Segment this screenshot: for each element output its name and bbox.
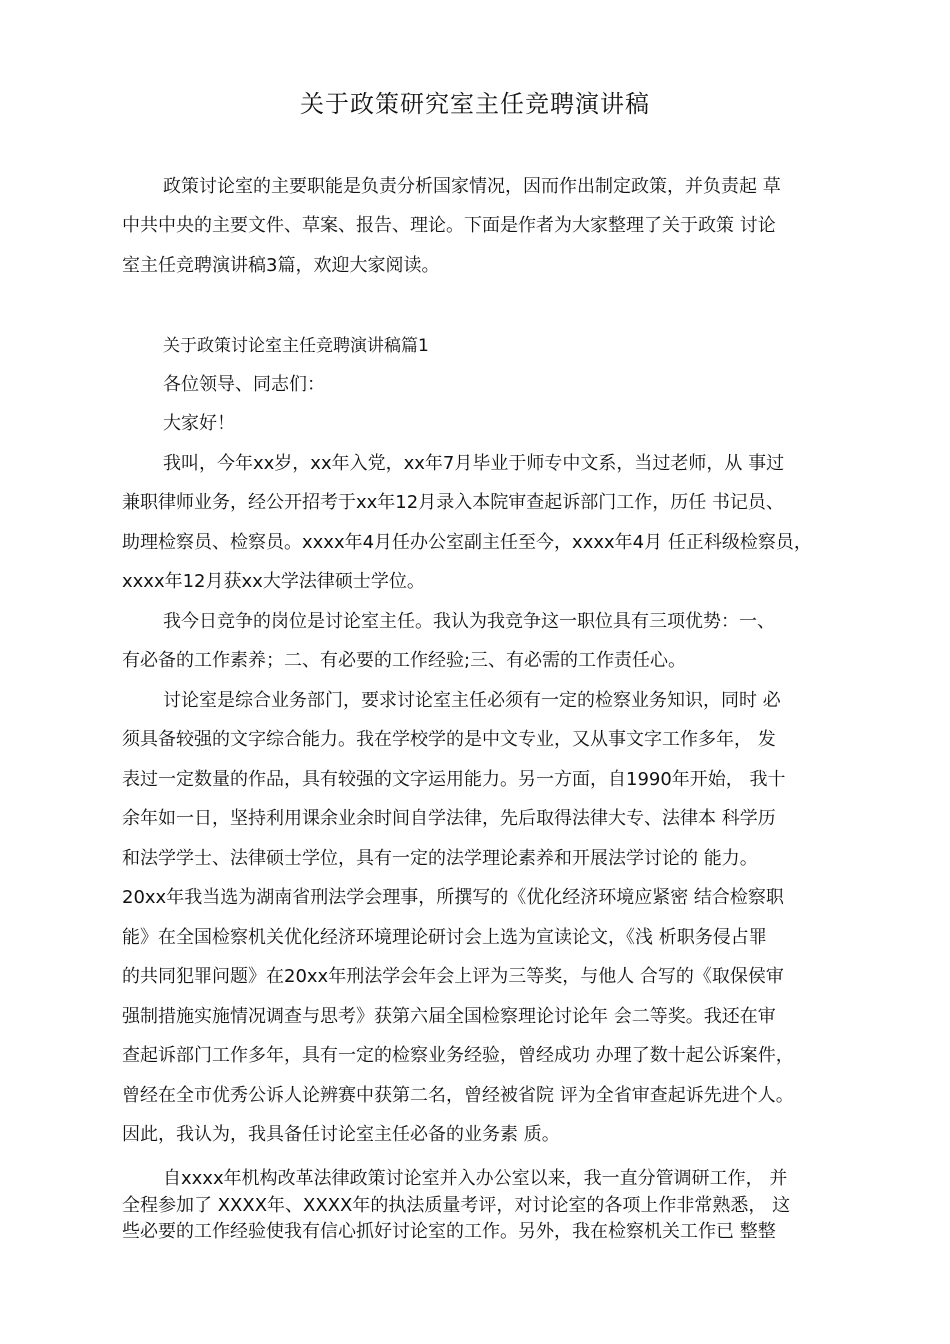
text-line: 助理检察员、检察员。xxxx年4月任办公室副主任至今，xxxx年4月 任正科级检察员，: [122, 532, 812, 553]
text-line: 我叫，今年xx岁，xx年入党，xx年7月毕业于师专中文系，当过老师，从 事过: [163, 453, 785, 474]
text-line: 讨论室是综合业务部门，要求讨论室主任必须有一定的检察业务知识，同时 必: [163, 690, 781, 711]
text-line: 的共同犯罪问题》在20xx年刑法学会年会上评为三等奖，与他人 合写的《取保侯审: [122, 966, 784, 987]
text-line: 余年如一日，坚持利用课余业余时间自学法律，先后取得法律大专、法律本 科学历: [122, 808, 776, 829]
section-heading: 关于政策讨论室主任竞聘演讲稿篇1: [163, 336, 429, 356]
text-line: 强制措施实施情况调查与思考》获第六届全国检察理论讨论年 会二等奖。我还在审: [122, 1006, 776, 1027]
text-line: 室主任竞聘演讲稿3篇，欢迎大家阅读。: [122, 255, 440, 276]
text-line: 些必要的工作经验使我有信心抓好讨论室的工作。另外，我在检察机关工作已 整整: [122, 1221, 776, 1242]
text-line: 须具备较强的文字综合能力。我在学校学的是中文专业，又从事文字工作多年， 发: [122, 729, 776, 750]
text-line: 兼职律师业务，经公开招考于xx年12月录入本院审查起诉部门工作，历任 书记员、: [122, 492, 784, 513]
document-title: 关于政策研究室主任竞聘演讲稿: [300, 90, 650, 118]
salutation: 各位领导、同志们：: [163, 374, 325, 395]
text-line: 我今日竞争的岗位是讨论室主任。我认为我竞争这一职位具有三项优势：一、: [163, 611, 775, 632]
text-line: 全程参加了 XXXX年、XXXX年的执法质量考评，对讨论室的各项上作非常熟悉， 这: [122, 1195, 791, 1216]
text-line: 查起诉部门工作多年，具有一定的检察业务经验，曾经成功 办理了数十起公诉案件，: [122, 1045, 794, 1066]
text-line: 自xxxx年机构改革法律政策讨论室并入办公室以来，我一直分管调研工作， 并: [163, 1168, 788, 1189]
text-line: 因此，我认为，我具备任讨论室主任必备的业务素 质。: [122, 1124, 560, 1145]
text-line: 政策讨论室的主要职能是负责分析国家情况，因而作出制定政策，并负责起 草: [163, 176, 781, 197]
text-line: 有必备的工作素养；二、有必要的工作经验;三、有必需的工作责任心。: [122, 650, 687, 671]
text-line: 表过一定数量的作品，具有较强的文字运用能力。另一方面，自1990年开始， 我十: [122, 769, 786, 790]
text-line: xxxx年12月获xx大学法律硕士学位。: [122, 571, 425, 592]
text-line: 能》在全国检察机关优化经济环境理论研讨会上选为宣读论文，《浅 析职务侵占罪: [122, 927, 767, 948]
greeting: 大家好！: [163, 413, 235, 434]
text-line: 中共中央的主要文件、草案、报告、理论。下面是作者为大家整理了关于政策 讨论: [122, 215, 776, 236]
text-line: 和法学学士、法律硕士学位，具有一定的法学理论素养和开展法学讨论的 能力。: [122, 848, 758, 869]
text-line: 曾经在全市优秀公诉人论辨赛中获第二名，曾经被省院 评为全省审查起诉先进个人。: [122, 1085, 794, 1106]
text-line: 20xx年我当选为湖南省刑法学会理事，所撰写的《优化经济环境应紧密 结合检察职: [122, 887, 784, 908]
